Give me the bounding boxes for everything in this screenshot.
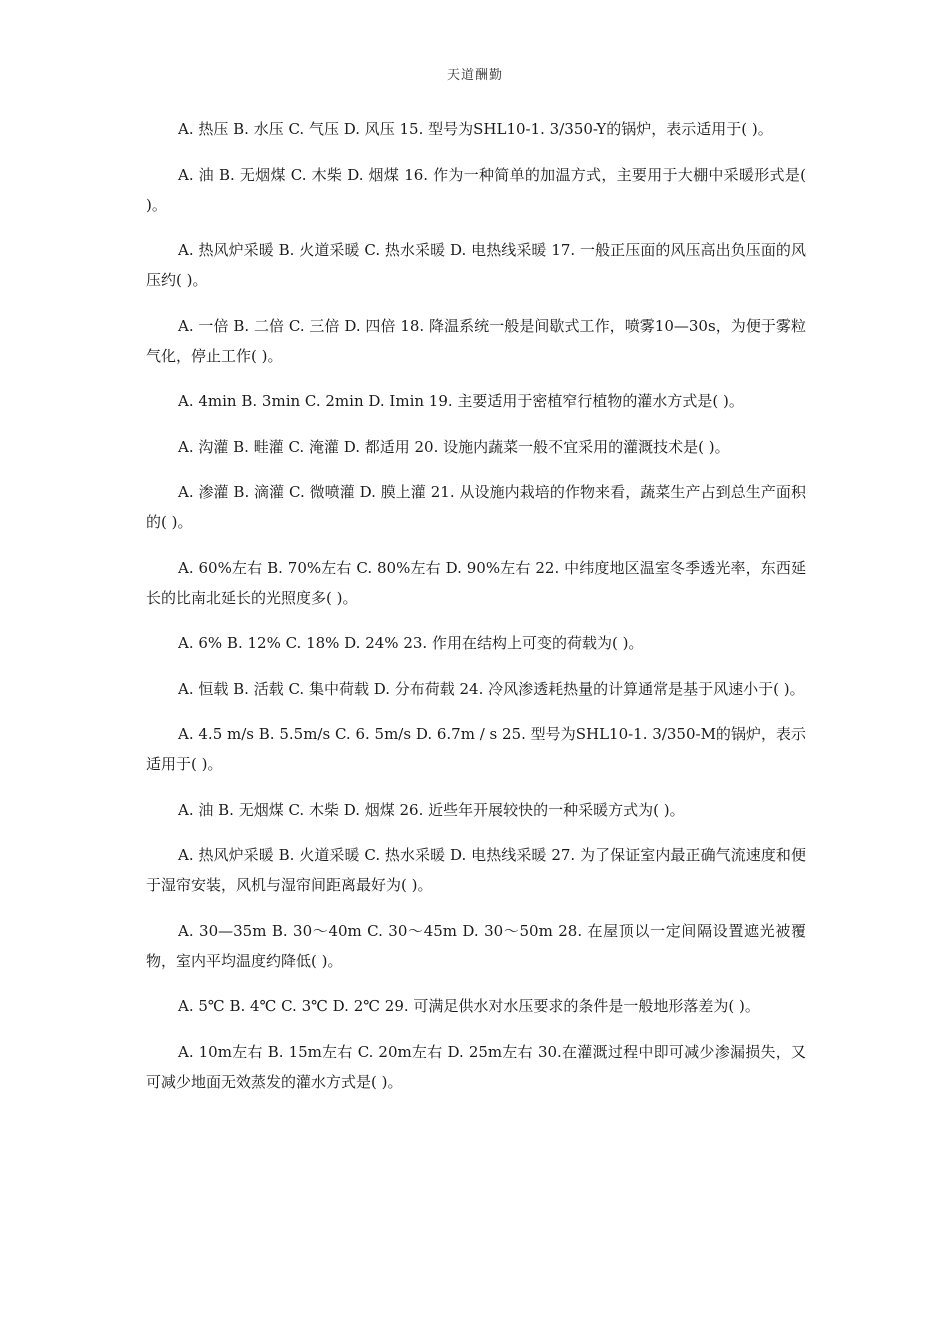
question-paragraph: A. 热压 B. 水压 C. 气压 D. 风压 15. 型号为SHL10-1. 3/350-Y的锅炉，表示适用于( )。 [178,120,773,138]
question-paragraph: A. 热风炉采暖 B. 火道采暖 C. 热水采暖 D. 电热线采暖 17. 一般正压面的风压高出负压面的风压约( )。 [146,241,806,289]
question-paragraph: A. 沟灌 B. 畦灌 C. 淹灌 D. 都适用 20. 设施内蔬菜一般不宜采用的灌溉技术是( )。 [178,437,730,456]
document-body [146,114,806,1112]
question-paragraph: A. 4min B. 3min C. 2min D. Imin 19. 主要适用于密植窄行植物的灌水方式是( )。 [178,392,744,410]
question-paragraph: A. 5℃ B. 4℃ C. 3℃ D. 2℃ 29. 可满足供水对水压要求的条件是一般地形落差为( )。 [178,997,760,1015]
question-paragraph: A. 10m左右 B. 15m左右 C. 20m左右 D. 25m左右 30.在灌溉过程中即可减少渗漏损失，又可减少地面无效蒸发的灌水方式是( )。 [146,1042,806,1091]
question-paragraph: A. 4.5 m/s B. 5.5m/s C. 6. 5m/s D. 6.7m / s 25. 型号为SHL10-1. 3/350-M的锅炉，表示适用于( )。 [146,725,806,773]
question-paragraph: A. 油 B. 无烟煤 C. 木柴 D. 烟煤 16. 作为一种简单的加温方式，主要用于大棚中采暖形式是( )。 [146,165,806,214]
question-paragraph: A. 60%左右 B. 70%左右 C. 80%左右 D. 90%左右 22. 中纬度地区温室冬季透光率，东西延长的比南北延长的光照度多( )。 [146,558,806,607]
question-paragraph: A. 6% B. 12% C. 18% D. 24% 23. 作用在结构上可变的荷载为( )。 [178,634,644,652]
question-paragraph: A. 热风炉采暖 B. 火道采暖 C. 热水采暖 D. 电热线采暖 27. 为了保证室内最正确气流速度和便于湿帘安装，风机与湿帘间距离最好为( )。 [146,846,806,894]
question-paragraph: A. 恒载 B. 活载 C. 集中荷载 D. 分布荷载 24. 冷风渗透耗热量的计算通常是基于风速小于( )。 [178,679,805,698]
question-paragraph: A. 一倍 B. 二倍 C. 三倍 D. 四倍 18. 降温系统一般是间歇式工作，喷雾10—30s，为便于雾粒气化，停止工作( )。 [146,316,806,365]
question-paragraph: A. 30—35m B. 30～40m C. 30～45m D. 30～50m 28. 在屋顶以一定间隔设置遮光被覆物，室内平均温度约降低( )。 [146,921,806,970]
question-paragraph: A. 油 B. 无烟煤 C. 木柴 D. 烟煤 26. 近些年开展较快的一种采暖方式为( )。 [178,800,685,819]
page-header: 天道酬勤 [446,68,503,83]
question-paragraph: A. 渗灌 B. 滴灌 C. 微喷灌 D. 膜上灌 21. 从设施内栽培的作物来看，蔬菜生产占到总生产面积的( )。 [146,483,806,531]
